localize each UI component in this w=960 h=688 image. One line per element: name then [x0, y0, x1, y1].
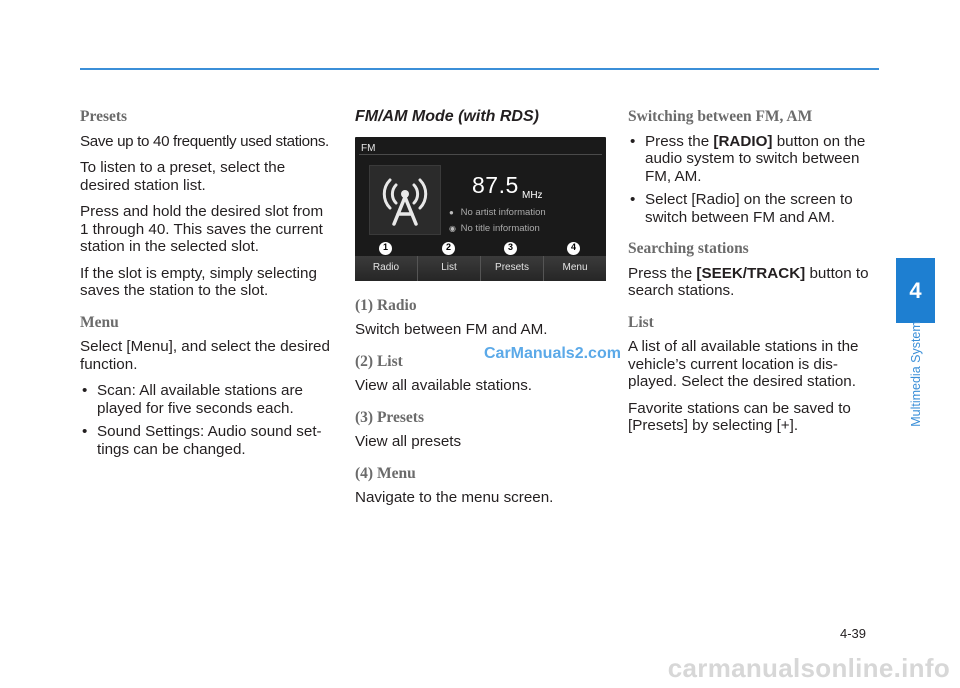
fmam-mode-heading: FM/AM Mode (with RDS) [355, 108, 539, 125]
tab-presets[interactable]: Presets [480, 256, 543, 281]
switching-heading: Switching between FM, AM [628, 108, 813, 125]
switching-bullet-list [628, 133, 879, 227]
presets-paragraph-2: To listen to a preset, select the desired station list. [80, 159, 286, 194]
footer-watermark: carmanualsonline.info [667, 653, 950, 683]
column-fmam-mode [355, 108, 606, 516]
bullet-pre: Press the [645, 132, 710, 150]
presets-paragraph-3: Press and hold the desired slot from 1 through 40. This saves the current station in the selected slot. [80, 203, 324, 255]
item-list-heading: (2) List [355, 352, 403, 370]
list-item: • Sound Settings: Audio sound set- tings can be changed. [82, 423, 322, 458]
item-menu-text: Navigate to the menu screen. [355, 489, 554, 506]
search-pre: Press the [628, 264, 693, 282]
list-heading: List [628, 313, 654, 331]
presets-paragraph-4: If the slot is empty, simply selecting saves the station to the slot. [80, 264, 317, 299]
bullet-post: button on the audio system to switch between FM, AM. [645, 132, 866, 185]
search-post: button to search stations. [628, 264, 869, 299]
menu-bullet-list [80, 382, 331, 458]
list-paragraph-1: A list of all available stations in the vehicle’s current location is dis- played. Select the desired station. [628, 338, 859, 390]
menu-paragraph-1: Select [Menu], and select the desired function. [80, 338, 330, 373]
radio-tab-bar [355, 256, 606, 281]
chapter-label: Multimedia System [909, 321, 923, 427]
item-presets-heading: (3) Presets [355, 408, 425, 426]
item-radio-heading: (1) Radio [355, 296, 417, 314]
header-rule [80, 68, 879, 70]
callout-number-3: 3 [504, 242, 517, 255]
antenna-icon [370, 166, 440, 234]
disc-icon: ◉ [449, 223, 456, 233]
radio-screen-divider [359, 154, 602, 155]
menu-heading: Menu [80, 313, 119, 331]
presets-paragraph-1: Save up to 40 frequently used stations. [80, 132, 329, 150]
callout-number-4: 4 [567, 242, 580, 255]
tab-menu[interactable]: Menu [543, 256, 606, 281]
frequency-unit: MHz [522, 189, 543, 201]
seek-track-key-label: [SEEK/TRACK] [696, 264, 806, 282]
title-text: No title information [460, 222, 540, 234]
title-info [449, 220, 540, 238]
person-icon: ● [449, 207, 454, 217]
list-paragraph-2: Favorite stations can be saved to [Presets] by selecting [+]. [628, 399, 851, 434]
watermark-link[interactable]: CarManuals2.com [484, 345, 621, 362]
chapter-tab: 4 [896, 258, 935, 323]
item-presets-text: View all presets [355, 433, 462, 450]
radio-antenna-icon [369, 165, 441, 235]
item-list-text: View all available stations. [355, 377, 533, 394]
column-presets-menu [80, 108, 331, 464]
presets-heading: Presets [80, 108, 128, 125]
bullet-text: Select [Radio] on the screen to switch between FM and AM. [645, 191, 853, 226]
bullet-text: Scan: All available stations are played for five seconds each. [97, 382, 303, 417]
searching-paragraph [628, 265, 879, 300]
artist-info [449, 204, 546, 222]
list-item: • Select [Radio] on the screen to switch between FM and AM. [630, 191, 853, 226]
radio-key-label: [RADIO] [713, 132, 773, 150]
bullet-text: Sound Settings: Audio sound set- tings can be changed. [97, 423, 322, 458]
page-number: 4-39 [840, 626, 867, 641]
artist-text: No artist information [460, 206, 546, 218]
list-item: • Scan: All available stations are played for five seconds each. [82, 382, 303, 417]
searching-heading: Searching stations [628, 240, 749, 257]
callout-number-1: 1 [379, 242, 392, 255]
frequency-display: 87.5 [472, 171, 519, 198]
tab-radio[interactable]: Radio [355, 256, 417, 281]
callout-number-2: 2 [442, 242, 455, 255]
tab-list[interactable]: List [417, 256, 480, 281]
radio-mode-label: FM [361, 142, 376, 154]
radio-screen-figure [355, 137, 606, 281]
item-radio-text: Switch between FM and AM. [355, 321, 548, 338]
item-menu-heading: (4) Menu [355, 464, 416, 482]
column-switching-search-list [628, 108, 879, 444]
list-item: • Press the [RADIO] button on the audio system to switch between FM, AM. [630, 132, 866, 185]
